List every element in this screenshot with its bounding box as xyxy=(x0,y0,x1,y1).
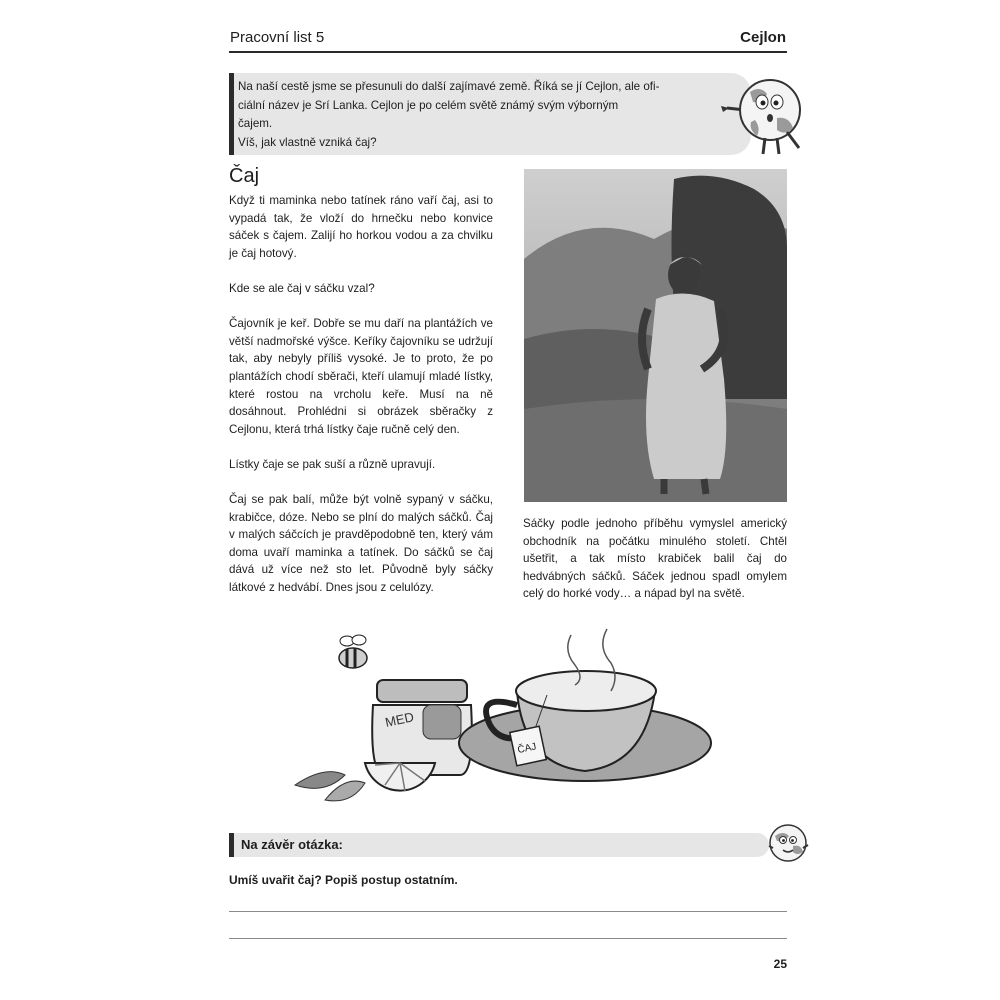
bee-icon xyxy=(339,635,367,668)
section-title: Čaj xyxy=(229,165,260,187)
right-column xyxy=(523,515,787,621)
tea-illustration xyxy=(285,625,715,815)
intro-line: Na naší cestě jsme se přesunuli do další zajímavé země. Říká se jí Cejlon, ale ofi- xyxy=(238,80,660,93)
country-title: Cejlon xyxy=(740,29,786,46)
paragraph: Čajovník je keř. Dobře se mu daří na plantážích ve větší nadmořské výšce. Keříky čajovníku se udržují tak, aby nebyly příliš vysoké. Je to proto, že po plantážích chodí sběrači, kteří ulamují mladé lístky, které rostou na vrcholu keře. Musí na ně dosáhnout. Prohlédni si obrázek sběračky z Cejlonu, která trhá lístky čaje ručně celý den. xyxy=(229,317,493,436)
question-accent-bar xyxy=(229,833,234,857)
answer-line[interactable] xyxy=(229,911,787,912)
paragraph: Sáčky podle jednoho příběhu vymyslel americký obchodník na počátku minulého století. Chtěl ušetřit, a tak místo krabiček balil čaj do hedvábných sáčků. Sáček jednou spadl omylem celý do horké vody… a nápad byl na světě. xyxy=(523,517,787,601)
tea-tag-label: ČAJ xyxy=(516,741,538,757)
paragraph: Kde se ale čaj v sáčku vzal? xyxy=(229,281,375,295)
intro-text xyxy=(238,78,718,152)
intro-line: Víš, jak vlastně vzniká čaj? xyxy=(238,135,377,149)
intro-line: ciální název je Srí Lanka. Cejlon je po celém světě známý svým výborným xyxy=(238,98,619,112)
intro-line: čajem. xyxy=(238,117,273,130)
tea-picker-photo xyxy=(524,169,787,502)
paragraph: Čaj se pak balí, může být volně sypaný v sáčku, krabičce, dóze. Nebo se plní do malých sáčků. Čaj v malých sáčcích je pravděpodobně ten, který vám doma uvaří maminka a tatínek. Do sáčků se čaj dává už více než sto let. Původně byly sáčky látkové z hedvábí. Dnes jsou z celulózy. xyxy=(229,493,493,595)
globe-mascot-icon xyxy=(715,70,805,160)
globe-mascot-icon xyxy=(765,820,811,866)
question-title: Na závěr otázka: xyxy=(241,837,343,852)
intro-accent-bar xyxy=(229,73,234,155)
answer-line[interactable] xyxy=(229,938,787,939)
page-number: 25 xyxy=(773,957,787,971)
paragraph: Lístky čaje se pak suší a různě upravují. xyxy=(229,457,436,471)
jar-label: MED xyxy=(383,709,416,730)
paragraph: Když ti maminka nebo tatínek ráno vaří čaj, asi to vypadá tak, že vloží do hrnečku nebo konvice sáček s čajem. Zalijí ho horkou vodou a za chvilku je čaj hotový. xyxy=(229,194,493,260)
left-column xyxy=(229,192,493,614)
worksheet-label: Pracovní list 5 xyxy=(230,29,325,46)
question-text: Umíš uvařit čaj? Popiš postup ostatním. xyxy=(229,873,458,887)
header-divider xyxy=(229,51,787,53)
